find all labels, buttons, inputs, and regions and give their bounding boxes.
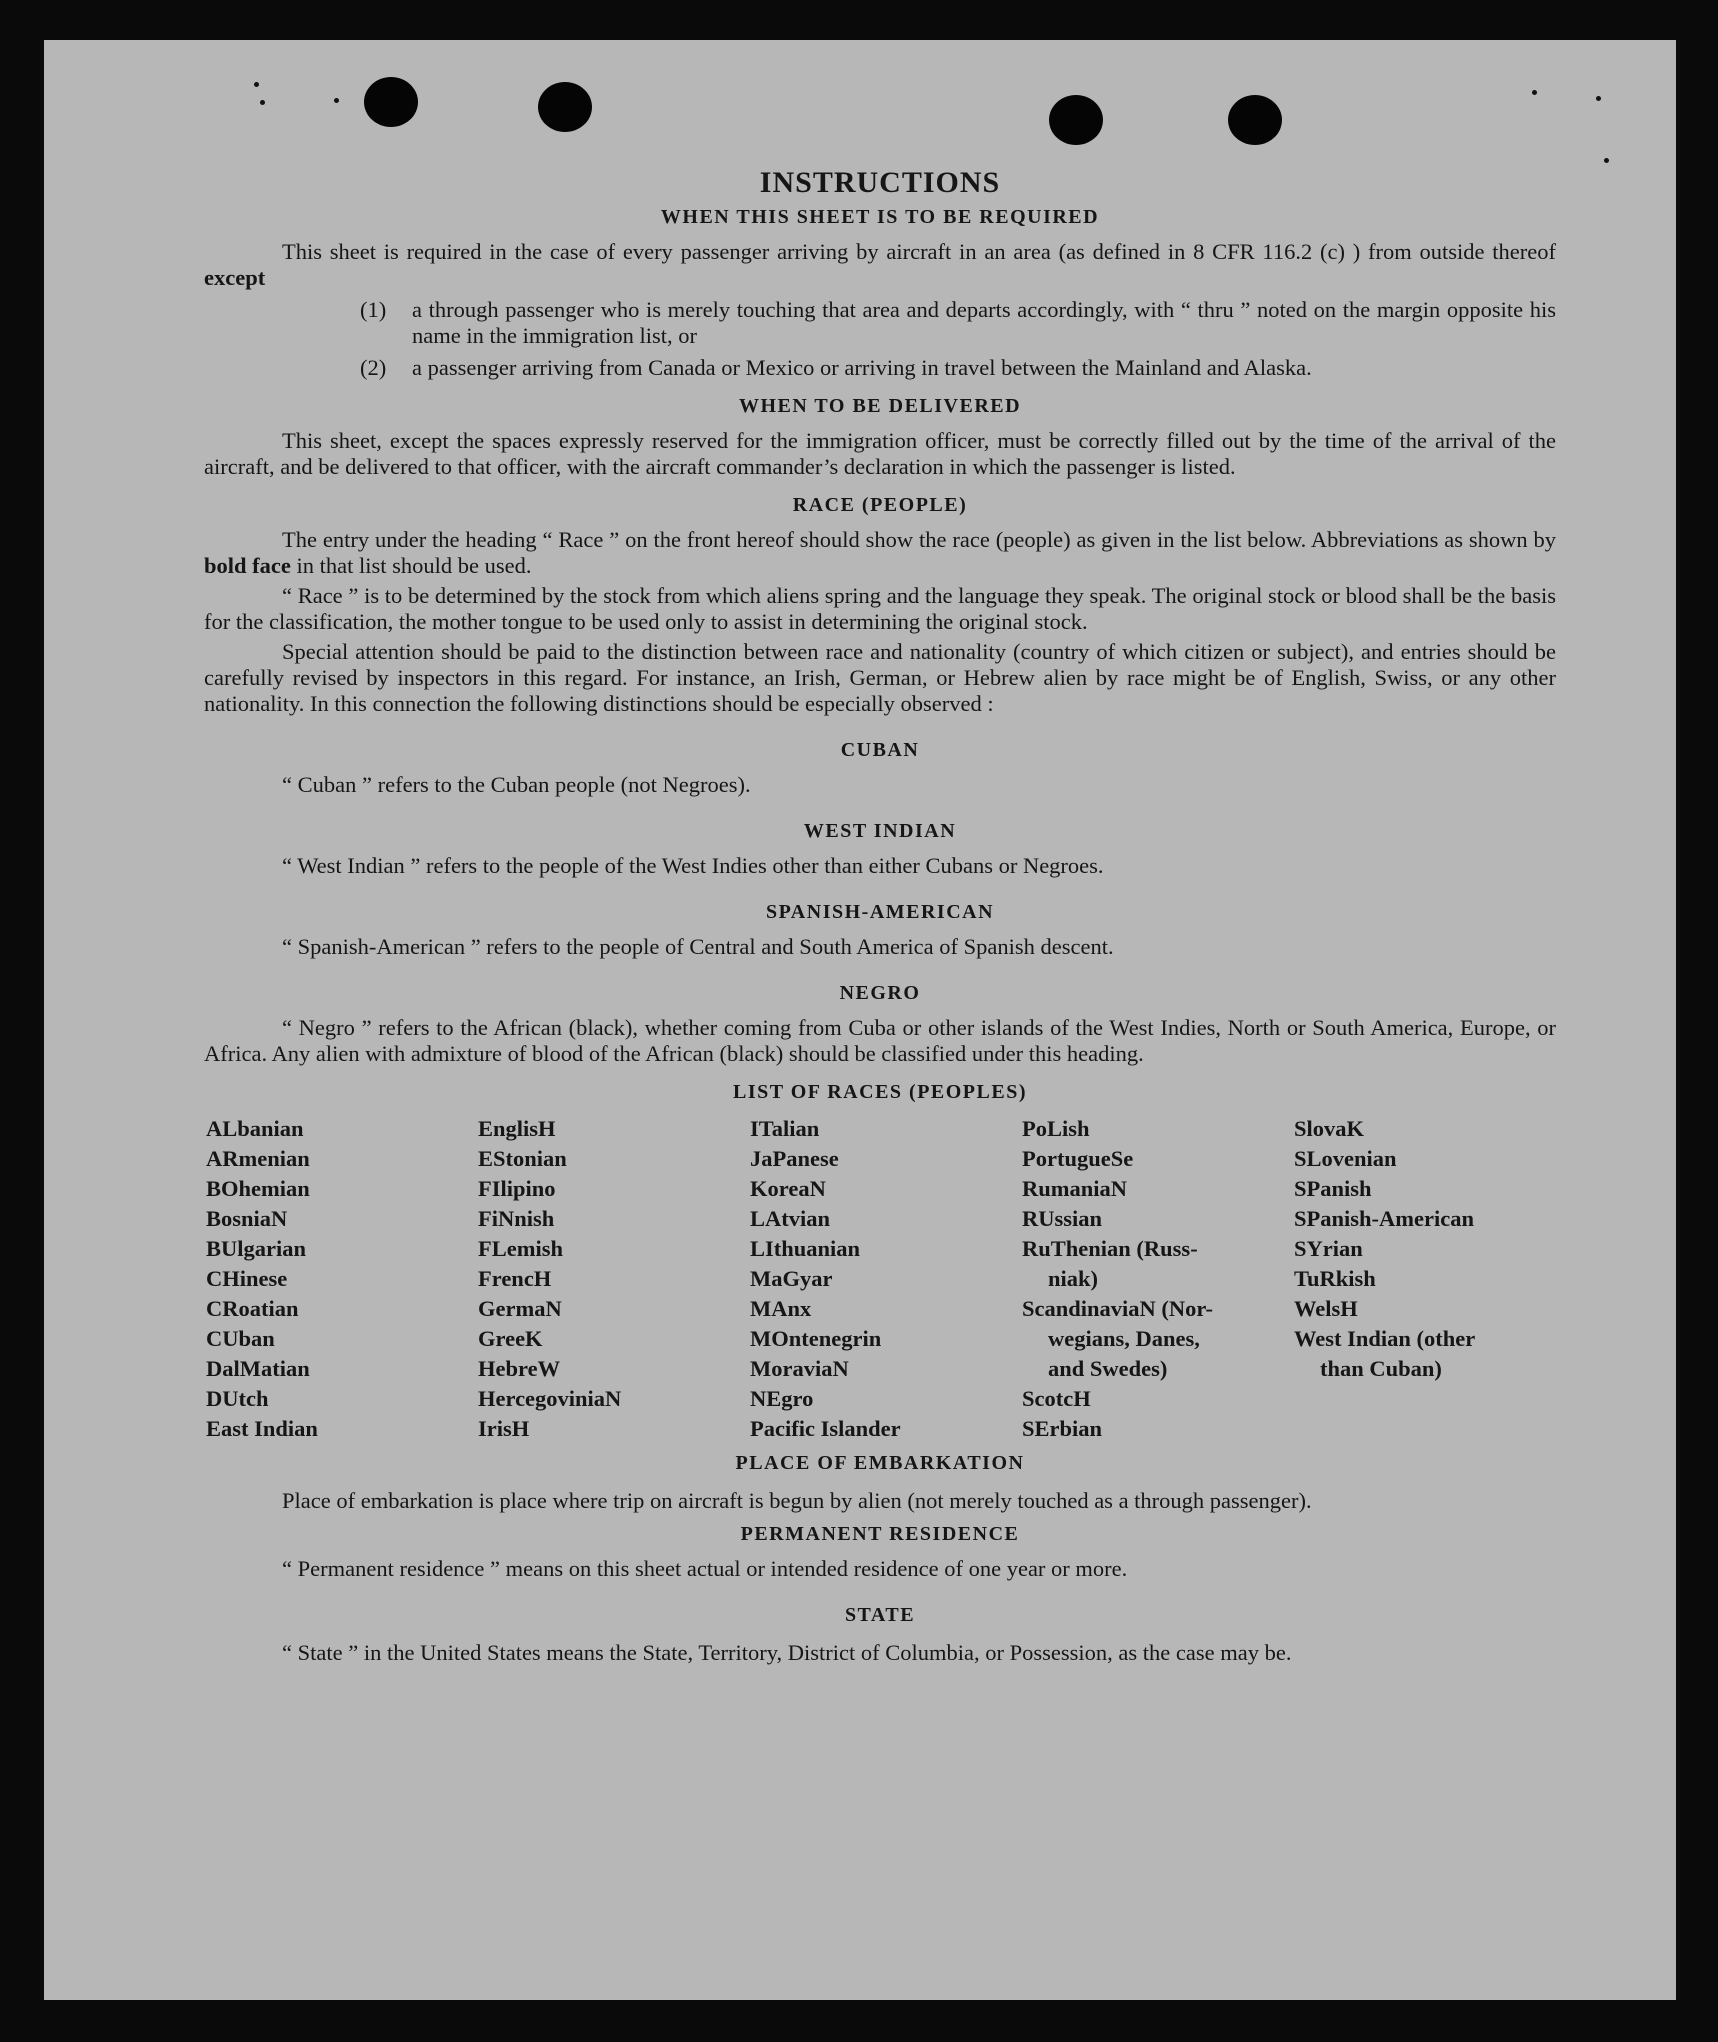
- section-heading-negro: NEGRO: [839, 982, 921, 1004]
- race-item: CRoatian: [206, 1296, 299, 1321]
- page-title: INSTRUCTIONS: [759, 166, 1001, 199]
- race-item: BUlgarian: [206, 1236, 307, 1261]
- item-text: a through passenger who is merely touching that area and departs accordingly, with “ thru ” noted on the margin opposite his name in the immigration list, or: [412, 297, 1556, 348]
- race-item: NEgro: [750, 1386, 814, 1411]
- race-item: EStonian: [478, 1146, 567, 1171]
- race-item: SlovaK: [1294, 1116, 1365, 1141]
- embarkation-paragraph: Place of embarkation is place where trip on aircraft is begun by alien (not merely touched as a through passenger).: [282, 1488, 1312, 1513]
- item-number: (2): [360, 355, 387, 380]
- race-item-continuation: and Swedes): [1048, 1356, 1168, 1381]
- race-item: RUssian: [1022, 1206, 1103, 1231]
- required-paragraph: [204, 239, 1556, 291]
- race-item: MaGyar: [750, 1266, 833, 1291]
- race-item: MoraviaN: [750, 1356, 849, 1381]
- item-number: (1): [360, 297, 387, 322]
- speck: [260, 100, 265, 105]
- race-item: FIlipino: [478, 1176, 556, 1201]
- section-heading-list: LIST OF RACES (PEOPLES): [732, 1081, 1027, 1103]
- race-item: SPanish-American: [1294, 1206, 1474, 1231]
- race-item: TuRkish: [1294, 1266, 1376, 1291]
- race-column-3: [748, 1114, 1020, 1444]
- punch-hole: [1228, 95, 1282, 145]
- race-item: East Indian: [206, 1416, 318, 1441]
- race-list: [204, 1114, 1556, 1444]
- race-item: IrisH: [478, 1416, 530, 1441]
- section-heading-residence: PERMANENT RESIDENCE: [740, 1523, 1020, 1545]
- required-item-1: [360, 297, 1556, 349]
- race-item-continuation: than Cuban): [1320, 1356, 1442, 1381]
- speck: [254, 82, 259, 87]
- race-text-b: in that list should be used.: [296, 553, 532, 578]
- race-item: HercegoviniaN: [478, 1386, 622, 1411]
- race-item: MAnx: [750, 1296, 812, 1321]
- race-item: ALbanian: [206, 1116, 304, 1141]
- negro-paragraph: “ Negro ” refers to the African (black), whether coming from Cuba or other islands of the West Indies, North or South America, Europe, or Africa. Any alien with admixture of blood of the African (black) should be classified under this heading.: [204, 1015, 1556, 1066]
- section-heading-spanish-american: SPANISH-AMERICAN: [765, 901, 995, 923]
- speck: [334, 98, 339, 103]
- race-item: GermaN: [478, 1296, 562, 1321]
- race-item: ITalian: [750, 1116, 820, 1141]
- instructions-content: [204, 166, 1556, 1669]
- race-item: GreeK: [478, 1326, 543, 1351]
- section-heading-embarkation: PLACE OF EMBARKATION: [735, 1452, 1025, 1474]
- spanish-american-paragraph: “ Spanish-American ” refers to the people of Central and South America of Spanish descent.: [282, 934, 1114, 959]
- document-sheet: [44, 40, 1676, 2000]
- race-paragraph-3: Special attention should be paid to the distinction between race and nationality (country of which citizen or subject), and entries should be carefully revised by inspectors in this regard. For instance, an Irish, German, or Hebrew alien by race might be of English, Swiss, or any other nationality. In this connection the following distinctions should be especially observed :: [204, 639, 1556, 716]
- race-item: MOntenegrin: [750, 1326, 882, 1351]
- race-item: DalMatian: [206, 1356, 310, 1381]
- section-heading-required: WHEN THIS SHEET IS TO BE REQUIRED: [660, 206, 1100, 228]
- punch-hole: [538, 82, 592, 132]
- delivered-paragraph: This sheet, except the spaces expressly reserved for the immigration officer, must be correctly filled out by the time of the arrival of the aircraft, and be delivered to that officer, with the aircraft commander’s declaration in which the passenger is listed.: [204, 428, 1556, 479]
- race-item-continuation: niak): [1048, 1266, 1099, 1291]
- residence-paragraph: “ Permanent residence ” means on this sheet actual or intended residence of one year or more.: [282, 1556, 1128, 1581]
- required-item-2: [360, 355, 1556, 381]
- section-heading-state: STATE: [844, 1604, 916, 1626]
- race-column-2: [476, 1114, 748, 1444]
- race-item: ScotcH: [1022, 1386, 1091, 1411]
- race-item: JaPanese: [750, 1146, 839, 1171]
- race-item: FrencH: [478, 1266, 552, 1291]
- race-item: SYrian: [1294, 1236, 1363, 1261]
- race-item: EnglisH: [478, 1116, 556, 1141]
- race-item: LAtvian: [750, 1206, 831, 1231]
- race-item: DUtch: [206, 1386, 269, 1411]
- race-item: CUban: [206, 1326, 275, 1351]
- race-column-4: [1020, 1114, 1292, 1444]
- required-text: This sheet is required in the case of every passenger arriving by aircraft in an area (as defined in 8 CFR 116.2 (c) ) from outside thereof: [282, 239, 1556, 264]
- race-paragraph-2: “ Race ” is to be determined by the stock from which aliens spring and the language they speak. The original stock or blood shall be the basis for the classification, the mother tongue to be used only to assist in determining the original stock.: [204, 583, 1556, 634]
- race-item: SErbian: [1022, 1416, 1103, 1441]
- race-item: WelsH: [1294, 1296, 1358, 1321]
- race-item: CHinese: [206, 1266, 288, 1291]
- race-item: HebreW: [478, 1356, 561, 1381]
- race-item: FLemish: [478, 1236, 564, 1261]
- race-item: FiNnish: [478, 1206, 555, 1231]
- race-text-a: The entry under the heading “ Race ” on the front hereof should show the race (people) as given in the list below. Abbreviations as shown by: [282, 527, 1556, 552]
- speck: [1604, 158, 1609, 163]
- race-item: Pacific Islander: [750, 1416, 901, 1441]
- race-item: RumaniaN: [1022, 1176, 1128, 1201]
- speck: [1532, 90, 1537, 95]
- required-except: except: [204, 265, 266, 290]
- race-item: ARmenian: [206, 1146, 310, 1171]
- section-heading-delivered: WHEN TO BE DELIVERED: [738, 395, 1022, 417]
- race-bold-face: bold face: [204, 553, 291, 578]
- section-heading-west-indian: WEST INDIAN: [803, 820, 957, 842]
- race-item-continuation: wegians, Danes,: [1048, 1326, 1200, 1351]
- race-column-5: [1292, 1114, 1556, 1444]
- race-paragraph-1: [204, 527, 1556, 579]
- race-item: KoreaN: [750, 1176, 826, 1201]
- race-item: BOhemian: [206, 1176, 310, 1201]
- race-item: West Indian (other: [1294, 1326, 1476, 1351]
- race-column-1: [204, 1114, 476, 1444]
- race-item: BosniaN: [206, 1206, 288, 1231]
- punch-hole: [1049, 95, 1103, 145]
- race-item: ScandinaviaN (Nor-: [1022, 1296, 1214, 1321]
- punch-hole: [364, 77, 418, 127]
- section-heading-race: RACE (PEOPLE): [792, 494, 968, 516]
- race-item: PortugueSe: [1022, 1146, 1134, 1171]
- speck: [1596, 96, 1601, 101]
- cuban-paragraph: “ Cuban ” refers to the Cuban people (not Negroes).: [282, 772, 751, 797]
- state-paragraph: “ State ” in the United States means the State, Territory, District of Columbia, or Possession, as the case may be.: [282, 1640, 1292, 1665]
- race-item: SPanish: [1294, 1176, 1372, 1201]
- item-text: a passenger arriving from Canada or Mexico or arriving in travel between the Mainland and Alaska.: [412, 355, 1312, 380]
- section-heading-cuban: CUBAN: [840, 739, 920, 761]
- race-item: SLovenian: [1294, 1146, 1397, 1171]
- race-item: PoLish: [1022, 1116, 1090, 1141]
- west-indian-paragraph: “ West Indian ” refers to the people of the West Indies other than either Cubans or Negroes.: [282, 853, 1104, 878]
- race-item: RuThenian (Russ-: [1022, 1236, 1198, 1261]
- race-item: LIthuanian: [750, 1236, 861, 1261]
